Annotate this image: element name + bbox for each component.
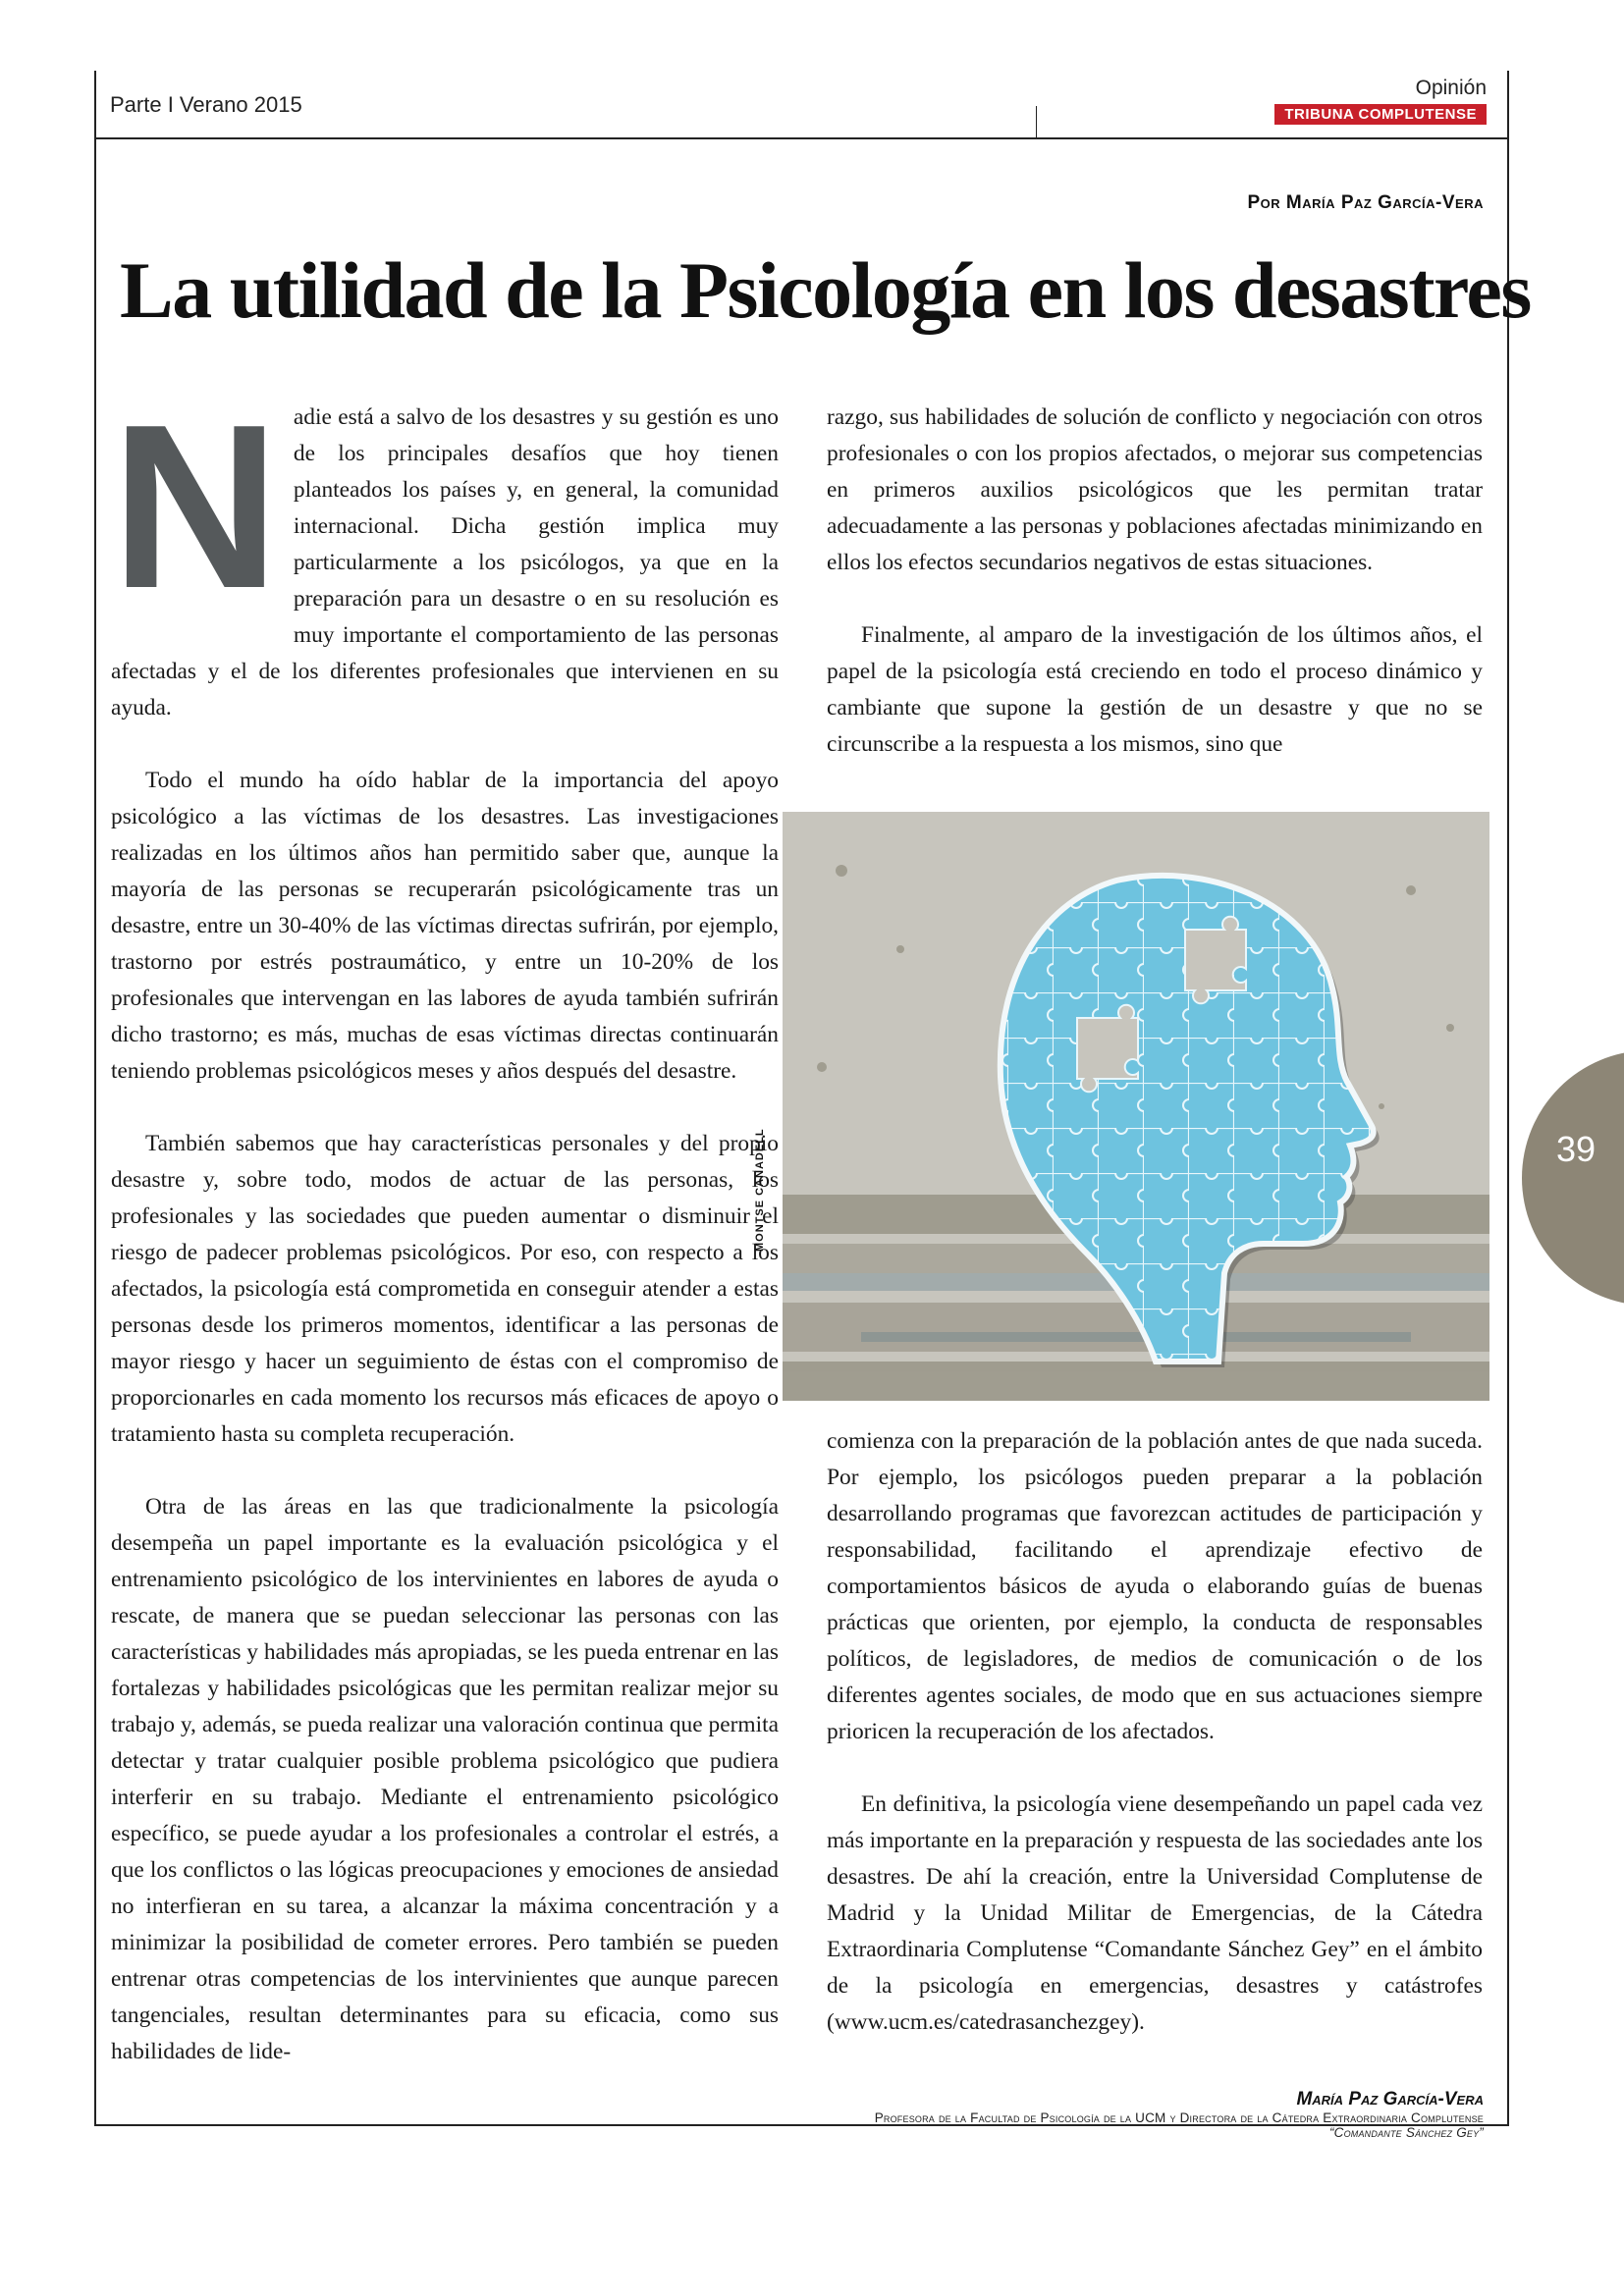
paragraph-2: Todo el mundo ha oído hablar de la importancia del apoyo psicológico a las víctimas de los desastres. Las investigaciones realizadas en los últimos años han permitido saber que, aunque la mayoría de las personas se recuperarán psicológicamente tras un desastre, entre un 30-40% de las víctimas directas sufrirán, por ejemplo, trastorno por estrés postraumático, y entre un 10-20% de los profesionales que intervengan en las labores de ayuda también sufrirán dicho trastorno; es más, muchas de esas víctimas directas continuarán teniendo problemas psicológicos meses y años después del desastre.	[111, 768, 779, 1084]
photo-credit: MONTSE CANADELL	[754, 1128, 766, 1252]
right-frame-line	[1507, 71, 1509, 2126]
publication-logo: TRIBUNA COMPLUTENSE	[1274, 104, 1487, 125]
author-role: Profesora de la Facultad de Psicología de la UCM y Directora de la Cátedra Extraordinaria Complutense	[874, 2110, 1484, 2125]
section-header	[1274, 77, 1487, 125]
paragraph-1	[111, 377, 779, 726]
issue-label: Parte I Verano 2015	[110, 92, 302, 117]
article-column-left	[111, 377, 779, 2107]
paragraph-6: Finalmente, al amparo de la investigación de los últimos años, el papel de la psicología está creciendo en todo el proceso dinámico y cambiante que supone la gestión de un desastre y que no se circunscribe a la respuesta a los mismos, sino que	[827, 622, 1483, 757]
paragraph-1-text: adie está a salvo de los desastres y su gestión es uno de los principales desafíos que hoy tienen planteados los países y, en general, la comunidad internacional. Dicha gestión implica muy particularmente a los psicólogos, ya que en la preparación para un desastre o en su resolución es muy importante el comportamiento de las personas afectadas y el de los diferentes profesionales que intervienen en su ayuda.	[111, 404, 779, 721]
puzzle-head-illustration	[783, 812, 1489, 1401]
paragraph-8: En definitiva, la psicología viene desempeñando un papel cada vez más importante en la preparación y respuesta de las sociedades ante los desastres. De ahí la creación, entre la Universidad Complutense de Madrid y la Unidad Militar de Emergencias, de la Cátedra Extraordinaria Complutense “Comandante Sánchez Gey” en el ámbito de la psicología en emergencias, desastres y catástrofes (www.ucm.es/catedrasanchezgey).	[827, 1791, 1483, 2035]
author-signature	[875, 2089, 1484, 2140]
author-name: María Paz García-Vera	[1296, 2089, 1484, 2109]
header-divider	[1036, 106, 1037, 137]
section-label: Opinión	[1415, 77, 1487, 99]
byline: Por María Paz García-Vera	[1247, 192, 1484, 213]
author-role-cont: “Comandante Sánchez Gey”	[1328, 2125, 1484, 2140]
article-headline: La utilidad de la Psicología en los desastres	[120, 245, 1531, 335]
article-column-right-bottom	[827, 1423, 1483, 2077]
paragraph-4: Otra de las áreas en las que tradicionalmente la psicología desempeña un papel importante es la evaluación psicológica y el entrenamiento psicológico de los intervinientes en labores de ayuda o rescate, de manera que se puedan seleccionar las personas con las características y habilidades más apropiadas, se les pueda entrenar en las fortalezas y habilidades psicológicas que les permitan realizar mejor su trabajo y, además, se pueda realizar una valoración continua que permita detectar y tratar cualquier posible problema psicológico que pudiera interferir en su trabajo. Mediante el entrenamiento psicológico específico, se puede ayudar a los profesionales a controlar el estrés, a que los conflictos o las lógicas preocupaciones y emociones de ansiedad no interfieran en su tarea, a alcanzar la máxima concentración y a minimizar la posibilidad de cometer errores. Pero también se pueden entrenar otras competencias de los intervinientes que aunque parecen tangenciales, resultan determinantes para su eficacia, como sus habilidades de lide-	[111, 1494, 779, 2064]
page-number: 39	[1556, 1129, 1597, 1169]
paragraph-5: razgo, sus habilidades de solución de conflicto y negociación con otros profesionales o con los propios afectados, o mejorar sus competencias en primeros auxilios psicológicos que les permitan tratar adecuadamente a las personas y poblaciones afectadas minimizando en ellos los efectos secundarios negativos de estas situaciones.	[827, 404, 1483, 575]
paragraph-7: comienza con la preparación de la población antes de que nada suceda. Por ejemplo, los psicólogos pueden preparar a la población desarrollando programas que favorezcan actitudes de participación y responsabilidad, facilitando el aprendizaje efectivo de comportamientos básicos de ayuda o elaborando guías de buenas prácticas que orienten, por ejemplo, la conducta de responsables políticos, de legisladores, de medios de comunicación o de los diferentes agentes sociales, de modo que en sus actuaciones siempre prioricen la recuperación de los afectados.	[827, 1428, 1483, 1744]
header-rule	[94, 137, 1509, 139]
paragraph-3: También sabemos que hay características personales y del propio desastre y, sobre todo, modos de actuar de las personas, los profesionales y las sociedades que pueden aumentar o disminuir el riesgo de padecer problemas psicológicos. Por eso, con respecto a los afectados, la psicología está comprometida en conseguir atender a estas personas desde los primeros momentos, identificar a las personas de mayor riesgo y hacer un seguimiento de éstas con el compromiso de proporcionarles en cada momento los recursos más eficaces de apoyo o tratamiento hasta su completa recuperación.	[111, 1131, 779, 1447]
left-frame-line	[94, 71, 96, 2126]
puzzle-head-icon	[783, 812, 1489, 1401]
article-column-right-top	[827, 400, 1483, 799]
drop-cap: N	[111, 377, 280, 637]
page-number-tab	[1522, 1050, 1624, 1306]
